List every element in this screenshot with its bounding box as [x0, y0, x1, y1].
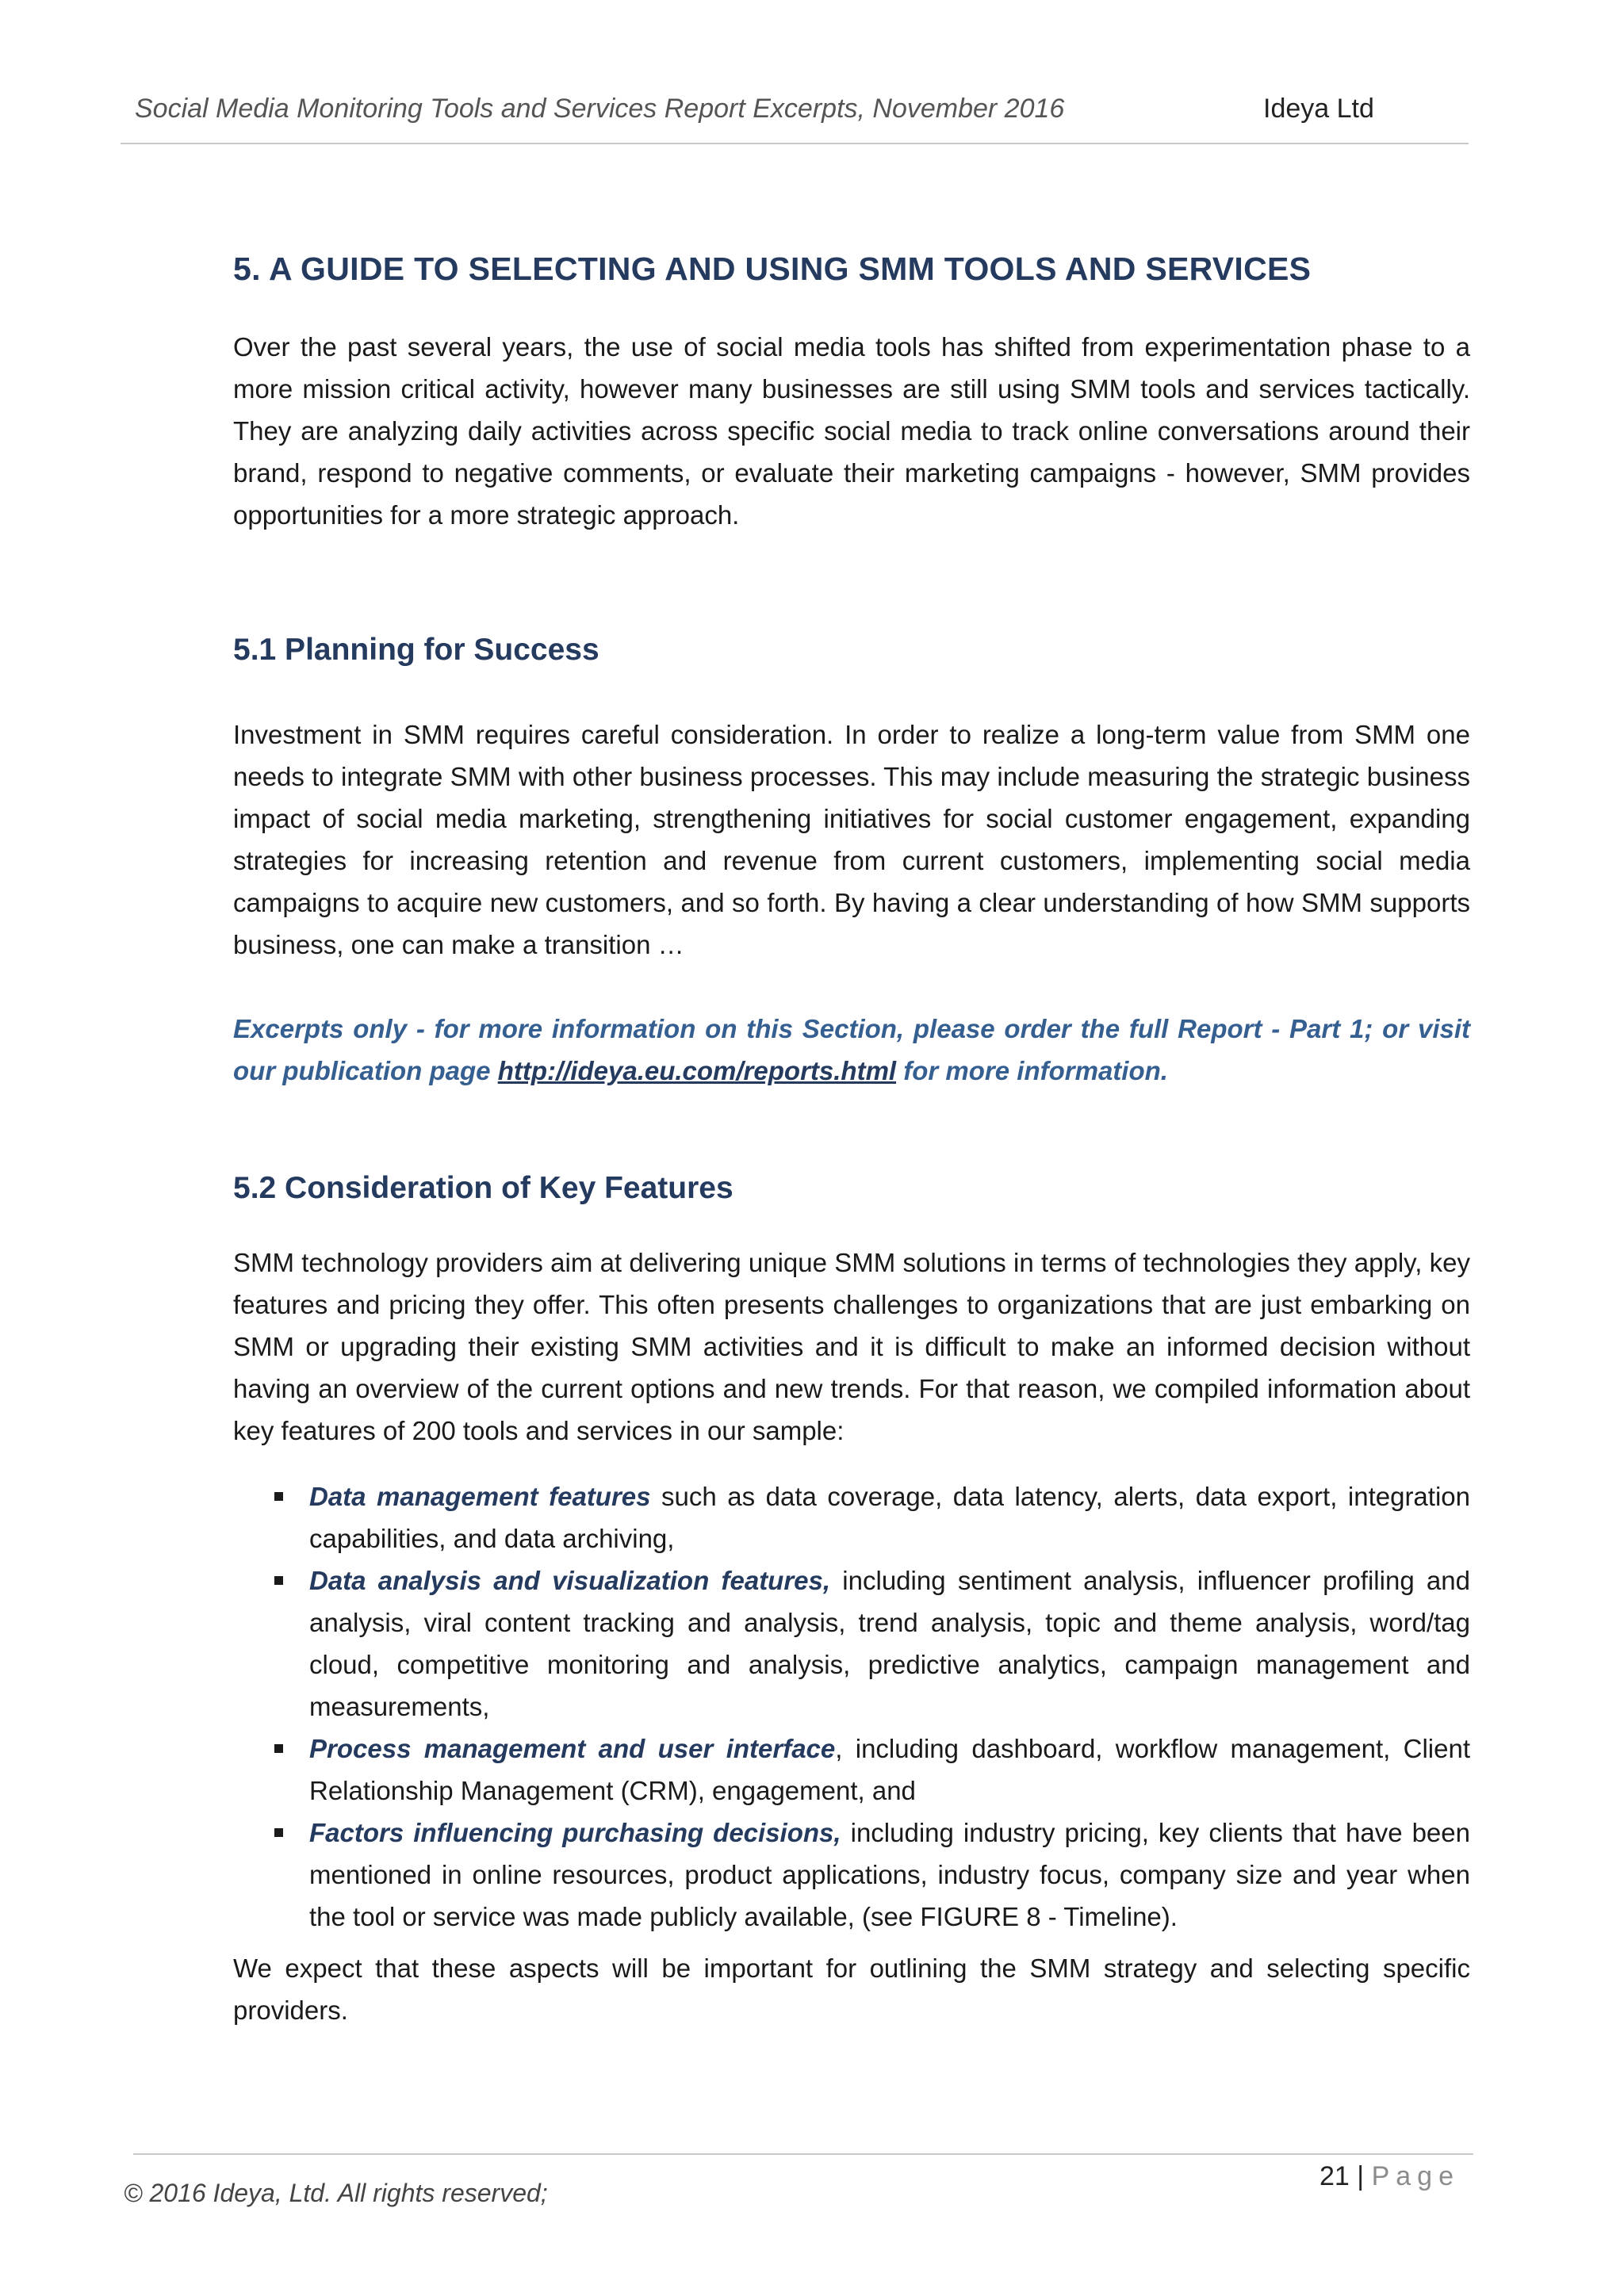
header-title: Social Media Monitoring Tools and Services Report Excerpts, November 2016 [135, 94, 1065, 124]
feature-term: Process management and user interface [309, 1734, 836, 1763]
key-features-body: SMM technology providers aim at delivering unique SMM solutions in terms of technologies they apply, key features and pricing they offer. This often presents challenges to organizations that are just embarking on SMM or upgrading their existing SMM activities and it is difficult to make an informed decision without having an overview of the current options and new trends. For that reason, we compiled information about key features of 200 tools and services in our sample: [233, 1248, 1470, 1445]
copyright-notice: © 2016 Ideya, Ltd. All rights reserved; [124, 2179, 548, 2207]
feature-term: Data management features [309, 1482, 651, 1511]
square-bullet-icon [274, 1744, 283, 1753]
feature-description: including industry pricing, key clients that have been mentioned in online resources, product applications, industry focus, company size and year when the tool or service was made publicly available, (see FIGURE 8 - Timeline). [309, 1818, 1470, 1931]
page-number-value: 21 [1320, 2161, 1350, 2191]
feature-description: such as data coverage, data latency, alerts, data export, integration capabilities, and data archiving, [309, 1482, 1470, 1553]
feature-term: Factors influencing purchasing decisions, [309, 1818, 841, 1847]
feature-description: including sentiment analysis, influencer profiling and analysis, viral content tracking and analysis, trend analysis, topic and theme analysis, word/tag cloud, competitive monitoring and analysis, predictive analytics, campaign management and measurements, [309, 1566, 1470, 1721]
list-item [233, 1475, 1470, 1559]
list-item [233, 1812, 1470, 1938]
reports-link[interactable]: http://ideya.eu.com/reports.html [497, 1056, 897, 1085]
feature-description: , including dashboard, workflow management, Client Relationship Management (CRM), engagement, and [309, 1734, 1470, 1805]
section-title: 5. A GUIDE TO SELECTING AND USING SMM TOOLS AND SERVICES [233, 251, 1312, 287]
list-item [233, 1559, 1470, 1728]
square-bullet-icon [274, 1576, 283, 1585]
page-header [121, 79, 1469, 144]
excerpt-text-before: Excerpts only - for more information on this Section, please order the full Report - Part 1; or visit our publication page [233, 1014, 1470, 1085]
page-number [1320, 2161, 1460, 2192]
feature-list [233, 1475, 1470, 1938]
excerpt-text-after: for more information. [896, 1056, 1168, 1085]
excerpt-notice [233, 1008, 1470, 1092]
footer-divider [133, 2153, 1473, 2155]
closing-paragraph: We expect that these aspects will be important for outlining the SMM strategy and selecting specific providers. [233, 1954, 1470, 2025]
square-bullet-icon [274, 1492, 283, 1501]
feature-term: Data analysis and visualization features, [309, 1566, 831, 1595]
square-bullet-icon [274, 1828, 283, 1837]
page-content [233, 251, 1470, 2031]
planning-body: Investment in SMM requires careful consideration. In order to realize a long-term value from SMM one needs to integrate SMM with other business processes. This may include measuring the strategic business impact of social media marketing, strengthening initiatives for social customer engagement, expanding strategies for increasing retention and revenue from current customers, implementing social media campaigns to acquire new customers, and so forth. By having a clear understanding of how SMM supports business, one can make a transition … [233, 720, 1470, 959]
page-number-separator: | [1357, 2161, 1365, 2191]
list-item [233, 1728, 1470, 1812]
section-intro: Over the past several years, the use of social media tools has shifted from experimentation phase to a more mission critical activity, however many businesses are still using SMM tools and services tactically. They are analyzing daily activities across specific social media to track online conversations around their brand, respond to negative comments, or evaluate their marketing campaigns - however, SMM provides opportunities for a more strategic approach. [233, 332, 1470, 530]
page-label: Page [1371, 2161, 1460, 2191]
subsection-title-key-features: 5.2 Consideration of Key Features [233, 1171, 733, 1205]
subsection-title-planning: 5.1 Planning for Success [233, 633, 599, 667]
header-company: Ideya Ltd [1263, 94, 1374, 124]
